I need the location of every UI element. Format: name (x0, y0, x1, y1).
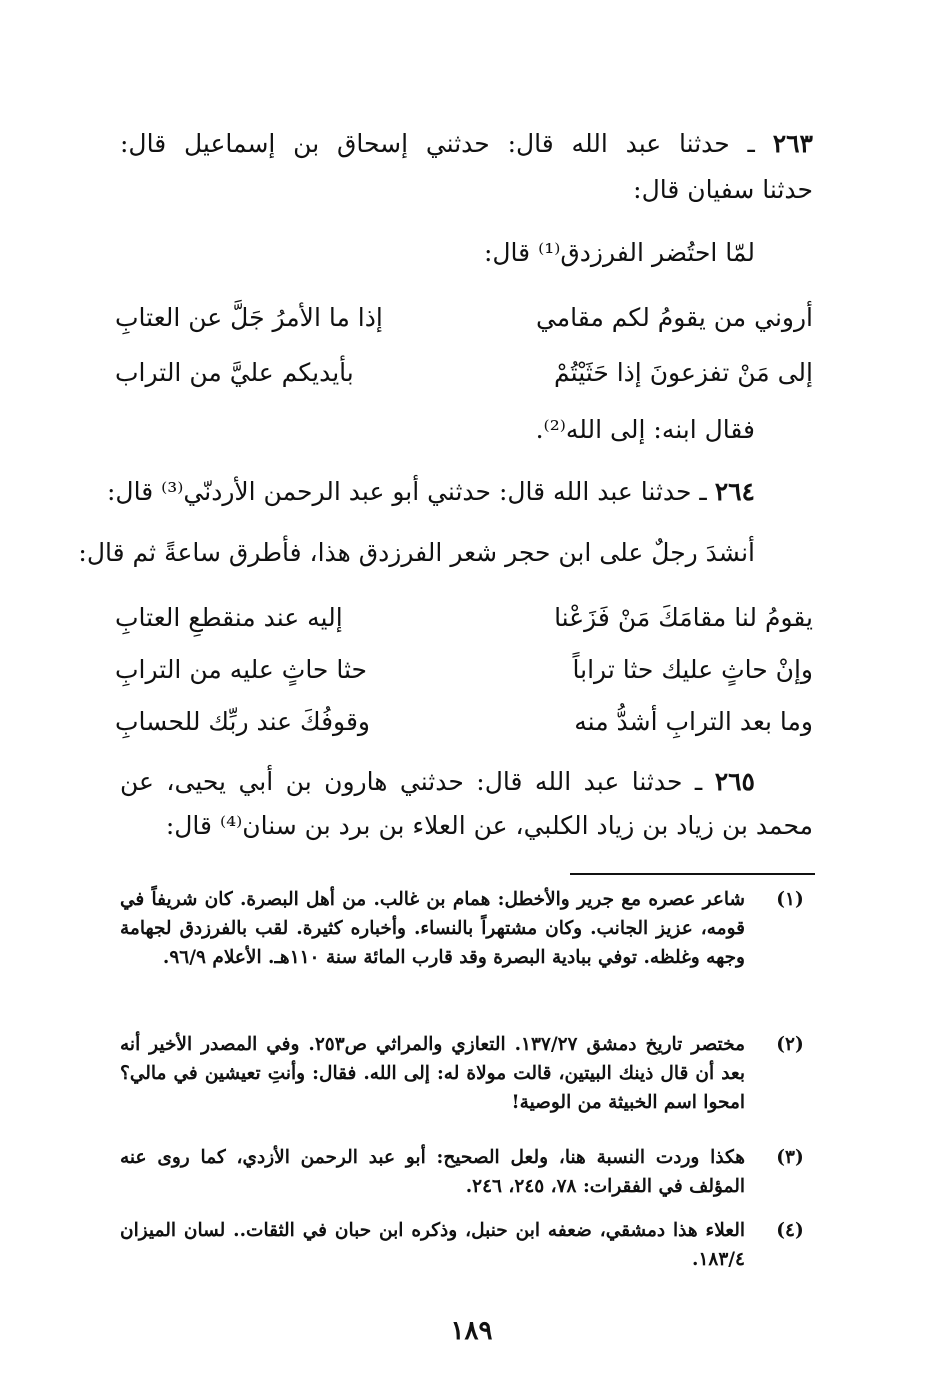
footnote-4-text: العلاء هذا دمشقي، ضعفه ابن حنبل، وذكره ابن حبان في الثقات.. لسان الميزان ١٨٣/٤. (120, 1220, 745, 1270)
footnote-1-number: (١) (776, 889, 804, 910)
verse-264-3 (115, 702, 813, 742)
verse-263-1-first-hemistich: أروني من يقومُ لكم مقامي (535, 303, 813, 332)
verse-264-1-second-hemistich: إليه عند منقطعِ العتابِ (115, 603, 343, 632)
hadith-265-line-1 (120, 762, 813, 802)
hadith-265-number: ٢٦٥ (714, 767, 755, 796)
footnote-1 (120, 885, 815, 972)
footnote-1-text: شاعر عصره مع جرير والأخطل: همام بن غالب. من أهل البصرة. كان شريفاً في قومه، عزيز الجانب. وكان مشتهراً بالنساء. وأخباره كثيرة. لقب بالفرزدق لجهامة وجهه وغلظه. توفي ببادية البصرة وقد قارب المائة سنة ١١٠هـ. الأعلام ٩٦/٩. (120, 889, 745, 968)
hadith-264-line-1 (106, 472, 813, 512)
hadith-263-line-3: لمّا احتُضر الفرزدق⁽¹⁾ قال: (483, 238, 755, 267)
hadith-264-number: ٢٦٤ (714, 477, 755, 506)
verse-263-1 (115, 298, 813, 338)
page-number: ١٨٩ (450, 1316, 493, 1346)
verse-264-2 (115, 650, 813, 690)
verse-264-2-first-hemistich: وإنْ حاثٍ عليك حثا تراباً (572, 655, 813, 684)
hadith-264-text-1: ـ حدثنا عبد الله قال: حدثني أبو عبد الرحمن الأردنّي⁽³⁾ قال: (106, 477, 715, 506)
hadith-265-line-2: محمد بن زياد بن زياد الكلبي، عن العلاء بن برد بن سنان⁽⁴⁾ قال: (165, 811, 813, 840)
footnote-2 (120, 1030, 815, 1117)
hadith-263-line-1 (120, 124, 813, 164)
verse-264-1 (115, 598, 813, 638)
verse-263-2-second-hemistich: بأيديكم عليَّ من التراب (115, 358, 354, 387)
footnote-2-number: (٢) (776, 1034, 804, 1055)
verse-264-2-second-hemistich: حثا حاثٍ عليه من الترابِ (115, 655, 367, 684)
verse-264-3-first-hemistich: وما بعد الترابِ أشدُّ منه (574, 707, 813, 736)
footnote-4 (120, 1216, 815, 1274)
verse-264-3-second-hemistich: وقوفُكَ عند ربِّك للحسابِ (115, 707, 370, 736)
hadith-263-number: ٢٦٣ (772, 129, 813, 158)
footnote-3-text: هكذا وردت النسبة هنا، ولعل الصحيح: أبو عبد الرحمن الأزدي، كما روى عنه المؤلف في الفقرات: ٧٨، ٢٤٥، ٢٤٦. (120, 1147, 745, 1197)
hadith-264-line-2: أنشدَ رجلٌ على ابن حجر شعر الفرزدق هذا، فأطرق ساعةً ثم قال: (78, 538, 755, 567)
hadith-263-line-4: فقال ابنه: إلى الله⁽²⁾. (535, 415, 755, 444)
hadith-265-text-1: ـ حدثنا عبد الله قال: حدثني هارون بن أبي يحيى، عن (120, 767, 715, 796)
footnote-3 (120, 1143, 815, 1201)
hadith-263-text-1: ـ حدثنا عبد الله قال: حدثني إسحاق بن إسماعيل قال: (120, 129, 773, 158)
verse-264-1-first-hemistich: يقومُ لنا مقامَكَ مَنْ فَزَعْنا (554, 603, 813, 632)
footnote-separator (570, 873, 815, 875)
footnote-3-number: (٣) (776, 1147, 804, 1168)
footnote-2-text: مختصر تاريخ دمشق ١٣٧/٢٧. التعازي والمراثي ص٢٥٣. وفي المصدر الأخير أنه بعد أن قال ذينك البيتين، قالت مولاة له: إلى الله. فقال: وأنتِ تعيشين في مالي؟ امحوا اسم الخبيثة من الوصية! (120, 1034, 745, 1113)
verse-263-1-second-hemistich: إذا ما الأمرُ جَلَّ عن العتابِ (115, 303, 383, 332)
footnote-4-number: (٤) (776, 1220, 804, 1241)
hadith-263-line-2: حدثنا سفيان قال: (633, 175, 813, 204)
verse-263-2-first-hemistich: إلى مَنْ تفزعونَ إذا حَثَيْتُمْ (554, 358, 813, 387)
verse-263-2 (115, 353, 813, 393)
